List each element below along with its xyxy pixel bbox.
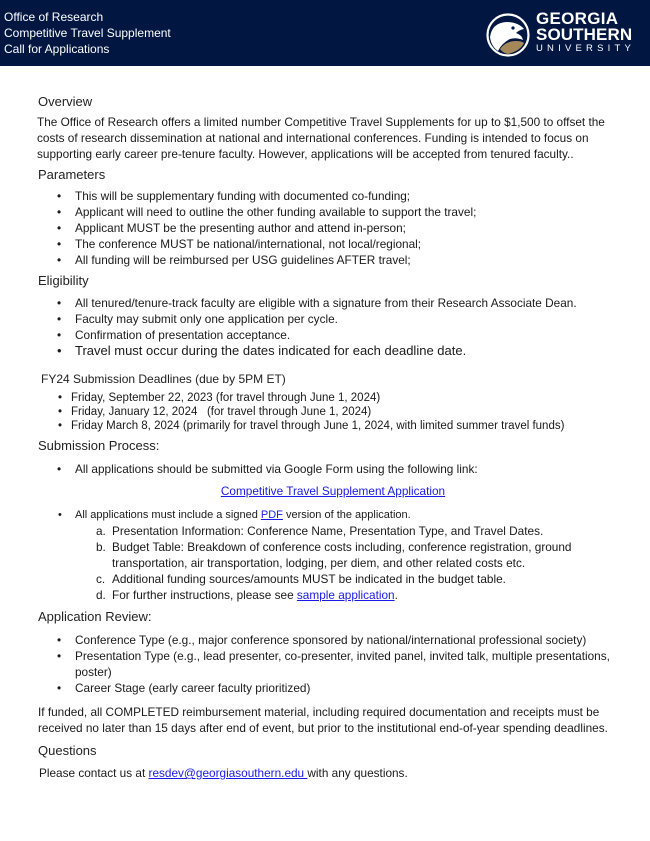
eagle-head-icon (486, 13, 530, 57)
bullet-icon: • (57, 253, 62, 267)
application-form-link[interactable]: Competitive Travel Supplement Application (220, 484, 446, 498)
pdf-link[interactable]: PDF (260, 509, 283, 521)
bullet-icon: • (57, 189, 62, 203)
logo-line-southern: SOUTHERN (536, 25, 633, 44)
bullet-icon: • (57, 633, 62, 647)
overview-heading: Overview (38, 94, 93, 109)
contact-text: Please contact us at resdev@georgiasouthern.edu with any questions. (39, 766, 408, 780)
list-item: • Friday March 8, 2024 (primarily for travel through June 1, 2024, with limited summer travel funds) (58, 420, 565, 432)
submission-heading: Submission Process: (38, 438, 160, 453)
list-item: • The conference MUST be national/international, not local/regional; (57, 237, 422, 251)
list-item: • Friday, January 12, 2024 (for travel through June 1, 2024) (58, 406, 372, 418)
header-title-block (4, 9, 171, 57)
list-item: • Travel must occur during the dates indicated for each deadline date. (57, 343, 467, 358)
logo-line-georgia: GEORGIA (536, 9, 619, 28)
submission-list (38, 461, 628, 477)
page-header (0, 0, 650, 66)
bullet-icon: • (57, 681, 62, 695)
bullet-icon: • (57, 237, 62, 251)
deadlines-heading: FY24 Submission Deadlines (due by 5PM ET) (41, 372, 286, 386)
bullet-icon: • (57, 221, 62, 235)
sample-application-link[interactable]: sample application (296, 588, 395, 602)
bullet-icon: • (58, 420, 63, 432)
eligibility-heading: Eligibility (38, 273, 89, 288)
bullet-icon: • (57, 312, 62, 326)
list-item: b. Budget Table: Breakdown of conference costs including, conference registration, ground transportation, air transportation, lodging, per diem, and other related costs etc. (96, 540, 572, 570)
list-item: • Applicant will need to outline the other funding available to support the travel; (57, 205, 477, 219)
logo-line-university: UNIVERSITY (536, 43, 636, 54)
list-item: • All applications should be submitted via Google Form using the following link: (57, 462, 478, 476)
bullet-icon: • (57, 296, 62, 310)
document-body (38, 94, 628, 781)
reimbursement-note: If funded, all COMPLETED reimbursement material, including required documentation and receipts must be received no later than 15 days after end of event, but prior to the institutional end-of-year spending deadlines. (38, 705, 608, 735)
list-item: • Presentation Type (e.g., lead presenter, co-presenter, invited panel, invited talk, multiple presentations, poster) (57, 649, 610, 679)
deadlines-list (38, 391, 628, 433)
list-item: d. For further instructions, please see sample application. (96, 588, 398, 602)
review-heading: Application Review: (38, 609, 152, 624)
bullet-icon: • (57, 343, 62, 358)
list-item: • All tenured/tenure-track faculty are eligible with a signature from their Research Associate Dean. (57, 296, 577, 310)
questions-heading: Questions (38, 743, 97, 758)
list-item: c. Additional funding sources/amounts MUST be indicated in the budget table. (96, 572, 506, 586)
list-item: • Career Stage (early career faculty prioritized) (57, 681, 311, 695)
list-item: • This will be supplementary funding with documented co-funding; (57, 189, 411, 203)
form-link-row (38, 483, 628, 499)
parameters-list (38, 188, 628, 268)
header-call: Call for Applications (4, 42, 110, 56)
list-item: • Friday, September 22, 2023 (for travel through June 1, 2024) (58, 392, 381, 404)
overview-text: The Office of Research offers a limited number Competitive Travel Supplements for up to $1,500 to offset the costs of research dissemination at national and international conferences. Funding is intended to focus on supporting early career pre-tenure faculty. However, applications will be accepted from tenured faculty.. (37, 115, 605, 161)
list-item: • Conference Type (e.g., major conference sponsored by national/international professional society) (57, 633, 587, 647)
contact-email-link[interactable]: resdev@georgiasouthern.edu (148, 766, 308, 780)
list-item: • Confirmation of presentation acceptance. (57, 328, 291, 342)
bullet-icon: • (58, 509, 62, 521)
bullet-icon: • (57, 328, 62, 342)
list-item: a. Presentation Information: Conference Name, Presentation Type, and Travel Dates. (96, 524, 544, 538)
header-program: Competitive Travel Supplement (4, 26, 171, 40)
submission-list-2 (38, 507, 628, 523)
list-item: • All applications must include a signed PDF version of the application. (58, 509, 411, 521)
bullet-icon: • (57, 649, 62, 663)
parameters-heading: Parameters (38, 167, 106, 182)
list-item: • Faculty may submit only one application per cycle. (57, 312, 338, 326)
header-office: Office of Research (4, 10, 104, 24)
bullet-icon: • (57, 205, 62, 219)
bullet-icon: • (58, 406, 63, 418)
bullet-icon: • (57, 462, 62, 476)
logo-wordmark (536, 11, 635, 54)
requirements-list (38, 523, 628, 603)
eligibility-list (38, 295, 628, 359)
university-logo (486, 11, 636, 57)
list-item: • Applicant MUST be the presenting author and attend in-person; (57, 221, 406, 235)
bullet-icon: • (58, 392, 63, 404)
list-item: • All funding will be reimbursed per USG guidelines AFTER travel; (57, 253, 411, 267)
review-list (38, 632, 628, 696)
